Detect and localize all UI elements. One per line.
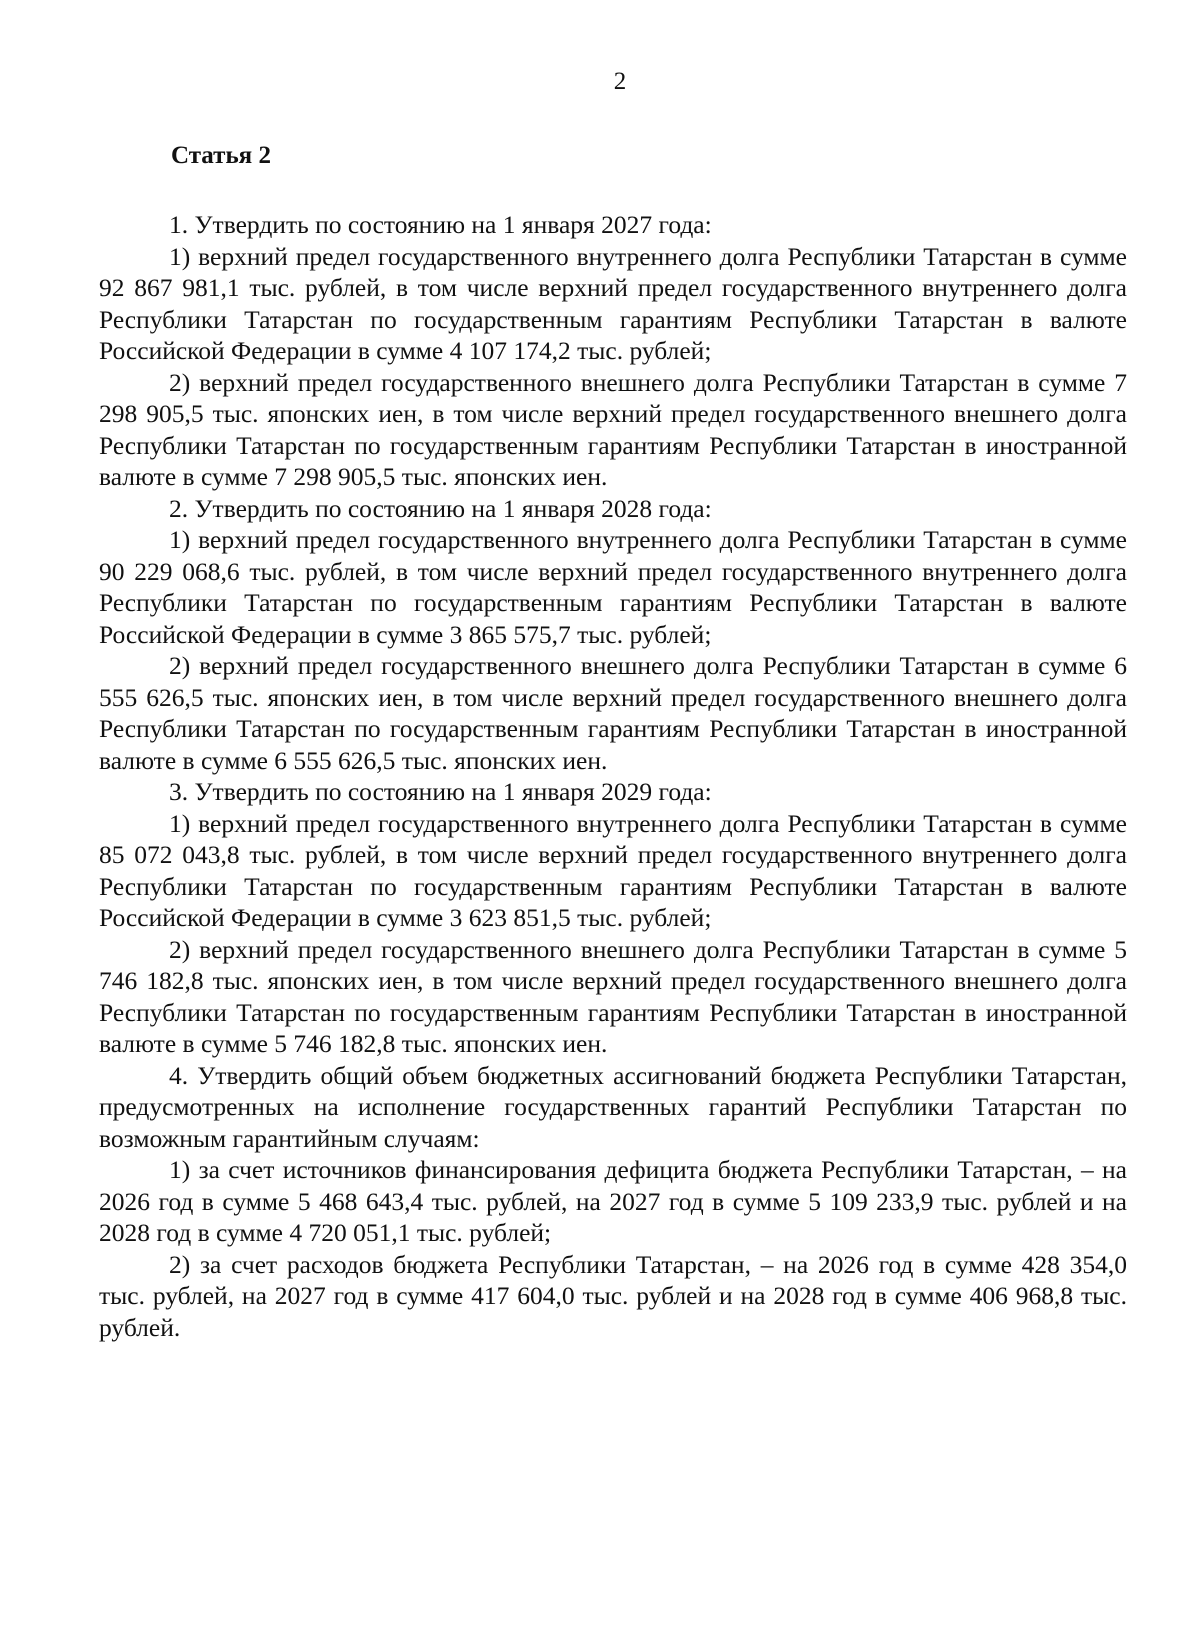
paragraph-4-1: 1) за счет источников финансирования дефицита бюджета Республики Татарстан, – на 2026 год в сумме 5 468 643,4 тыс. рублей, на 2027 год в сумме 5 109 233,9 тыс. рублей и на 2028 год в сумме 4 720 051,1 тыс. рублей; [99,1155,1127,1247]
paragraph-1: 1. Утвердить по состоянию на 1 января 2027 года: [169,210,712,239]
paragraph-1-2: 2) верхний предел государственного внешнего долга Республики Татарстан в сумме 7 298 905,5 тыс. японских иен, в том числе верхний предел государственного внешнего долга Республики Татарстан по государственным гарантиям Республики Татарстан в иностранной валюте в сумме 7 298 905,5 тыс. японских иен. [99,367,1127,491]
paragraph-3: 3. Утвердить по состоянию на 1 января 2029 года: [169,777,712,806]
document-body [99,209,1127,1343]
paragraph-4-2: 2) за счет расходов бюджета Республики Татарстан, – на 2026 год в сумме 428 354,0 тыс. рублей, на 2027 год в сумме 417 604,0 тыс. рублей и на 2028 год в сумме 406 968,8 тыс. рублей. [99,1249,1127,1342]
paragraph-1-1: 1) верхний предел государственного внутреннего долга Республики Татарстан в сумме 92 867 981,1 тыс. рублей, в том числе верхний предел государственного внутреннего долга Республики Татарстан по государственным гарантиям Республики Татарстан в валюте Российской Федерации в сумме 4 107 174,2 тыс. рублей; [99,241,1127,365]
paragraph-3-2: 2) верхний предел государственного внешнего долга Республики Татарстан в сумме 5 746 182,8 тыс. японских иен, в том числе верхний предел государственного внешнего долга Республики Татарстан по государственным гарантиям Республики Татарстан в иностранной валюте в сумме 5 746 182,8 тыс. японских иен. [99,934,1127,1058]
page-number: 2 [613,68,627,95]
paragraph-4: 4. Утвердить общий объем бюджетных ассигнований бюджета Республики Татарстан, предусмотренных на исполнение государственных гарантий Республики Татарстан по возможным гарантийным случаям: [99,1060,1127,1153]
paragraph-3-1: 1) верхний предел государственного внутреннего долга Республики Татарстан в сумме 85 072 043,8 тыс. рублей, в том числе верхний предел государственного внутреннего долга Республики Татарстан по государственным гарантиям Республики Татарстан в валюте Российской Федерации в сумме 3 623 851,5 тыс. рублей; [99,808,1127,932]
paragraph-2-2: 2) верхний предел государственного внешнего долга Республики Татарстан в сумме 6 555 626,5 тыс. японских иен, в том числе верхний предел государственного внешнего долга Республики Татарстан по государственным гарантиям Республики Татарстан в иностранной валюте в сумме 6 555 626,5 тыс. японских иен. [99,651,1127,775]
article-title: Статья 2 [171,142,271,169]
paragraph-2-1: 1) верхний предел государственного внутреннего долга Республики Татарстан в сумме 90 229 068,6 тыс. рублей, в том числе верхний предел государственного внутреннего долга Республики Татарстан по государственным гарантиям Республики Татарстан в валюте Российской Федерации в сумме 3 865 575,7 тыс. рублей; [99,525,1127,649]
paragraph-2: 2. Утвердить по состоянию на 1 января 2028 года: [169,493,712,523]
